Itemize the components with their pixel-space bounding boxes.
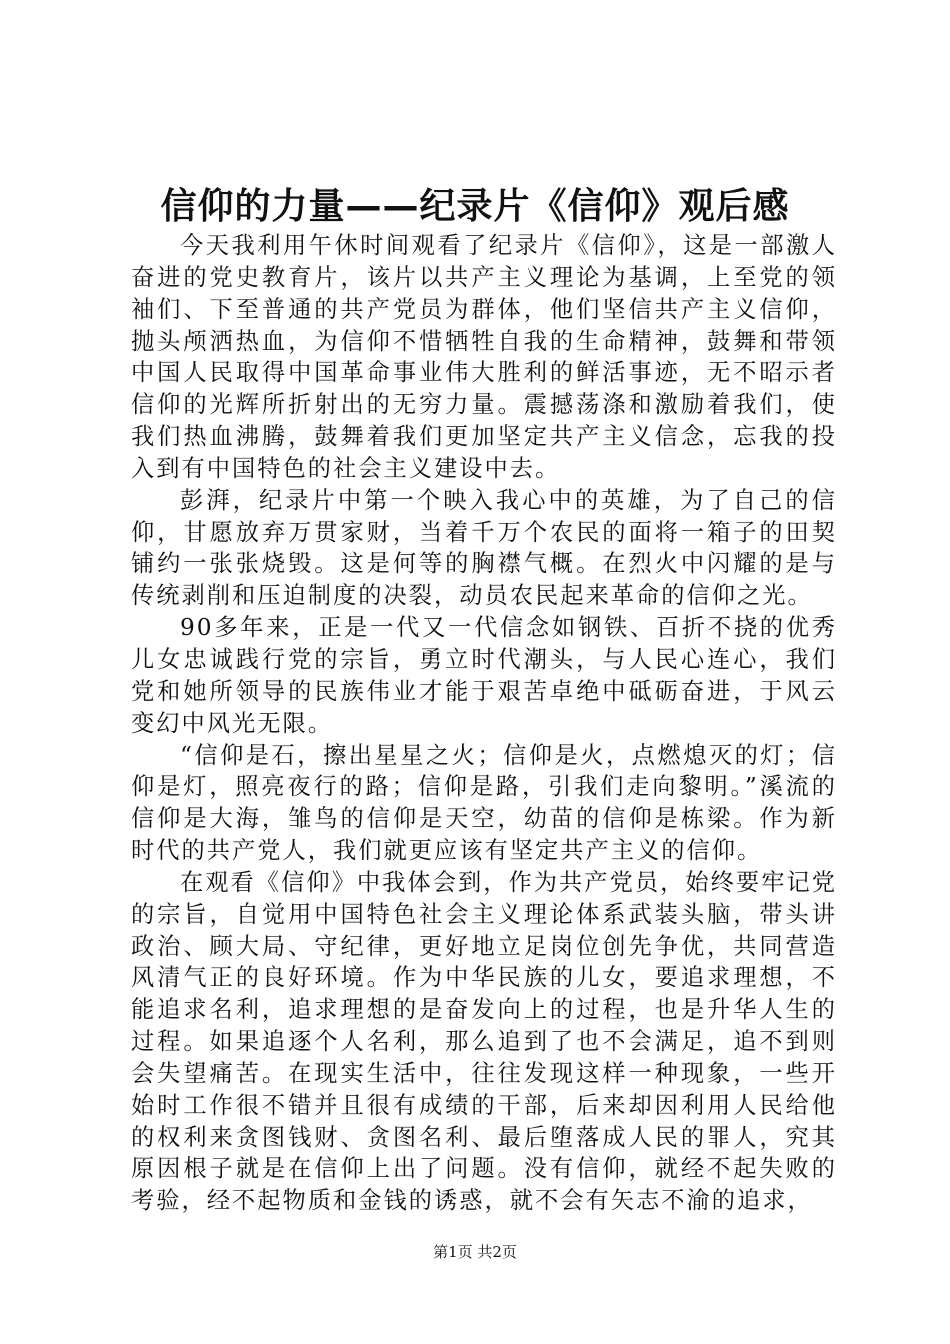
paragraph-5: 在观看《信仰》中我体会到，作为共产党员，始终要牢记党的宗旨，自觉用中国特色社会主义理论体系武装头脑，带头讲政治、顾大局、守纪律，更好地立足岗位创先争优，共同营造风清气正的良好环境。作为中华民族的儿女，要追求理想，不能追求名利，追求理想的是奋发向上的过程，也是升华人生的过程。如果追逐个人名利，那么追到了也不会满足，追不到则会失望痛苦。在现实生活中，往往发现这样一种现象，一些开始时工作很不错并且很有成绩的干部，后来却因利用人民给他的权利来贪图钱财、贪图名利、最后堕落成人民的罪人，究其原因根子就是在信仰上出了问题。没有信仰，就经不起失败的考验，经不起物质和金钱的诱惑，就不会有矢志不渝的追求， [131,868,837,1215]
paragraph-2: 彭湃，纪录片中第一个映入我心中的英雄，为了自己的信仰，甘愿放弃万贯家财，当着千万个农民的面将一箱子的田契铺约一张张烧毁。这是何等的胸襟气概。在烈火中闪耀的是与传统剥削和压迫制度的决裂，动员农民起来革命的信仰之光。 [131,486,837,610]
paragraph-3: 90多年来，正是一代又一代信念如钢铁、百折不挠的优秀儿女忠诚践行党的宗旨，勇立时代潮头，与人民心连心，我们党和她所领导的民族伟业才能于艰苦卓绝中砥砺奋进，于风云变幻中风光无限。 [131,614,837,737]
paragraph-4: “信仰是石，擦出星星之火；信仰是火，点燃熄灭的灯；信仰是灯，照亮夜行的路；信仰是路，引我们走向黎明。”溪流的信仰是大海，雏鸟的信仰是天空，幼苗的信仰是栋梁。作为新时代的共产党人，我们就更应该有坚定共产主义的信仰。 [131,741,837,865]
page-footer [0,1240,950,1264]
paragraph-1: 今天我利用午休时间观看了纪录片《信仰》，这是一部激人奋进的党史教育片，该片以共产主义理论为基调，上至党的领袖们、下至普通的共产党员为群体，他们坚信共产主义信仰，抛头颅洒热血，为信仰不惜牺牲自我的生命精神，鼓舞和带领中国人民取得中国革命事业伟大胜利的鲜活事迹，无不昭示者信仰的光辉所折射出的无穷力量。震撼荡涤和激励着我们，使我们热血沸腾，鼓舞着我们更加坚定共产主义信念，忘我的投入到有中国特色的社会主义建设中去。 [131,232,837,482]
page-indicator: 第1页 共2页 [433,1243,517,1261]
document-title: 信仰的力量——纪录片《信仰》观后感 [160,186,790,227]
document-body [131,230,837,1217]
